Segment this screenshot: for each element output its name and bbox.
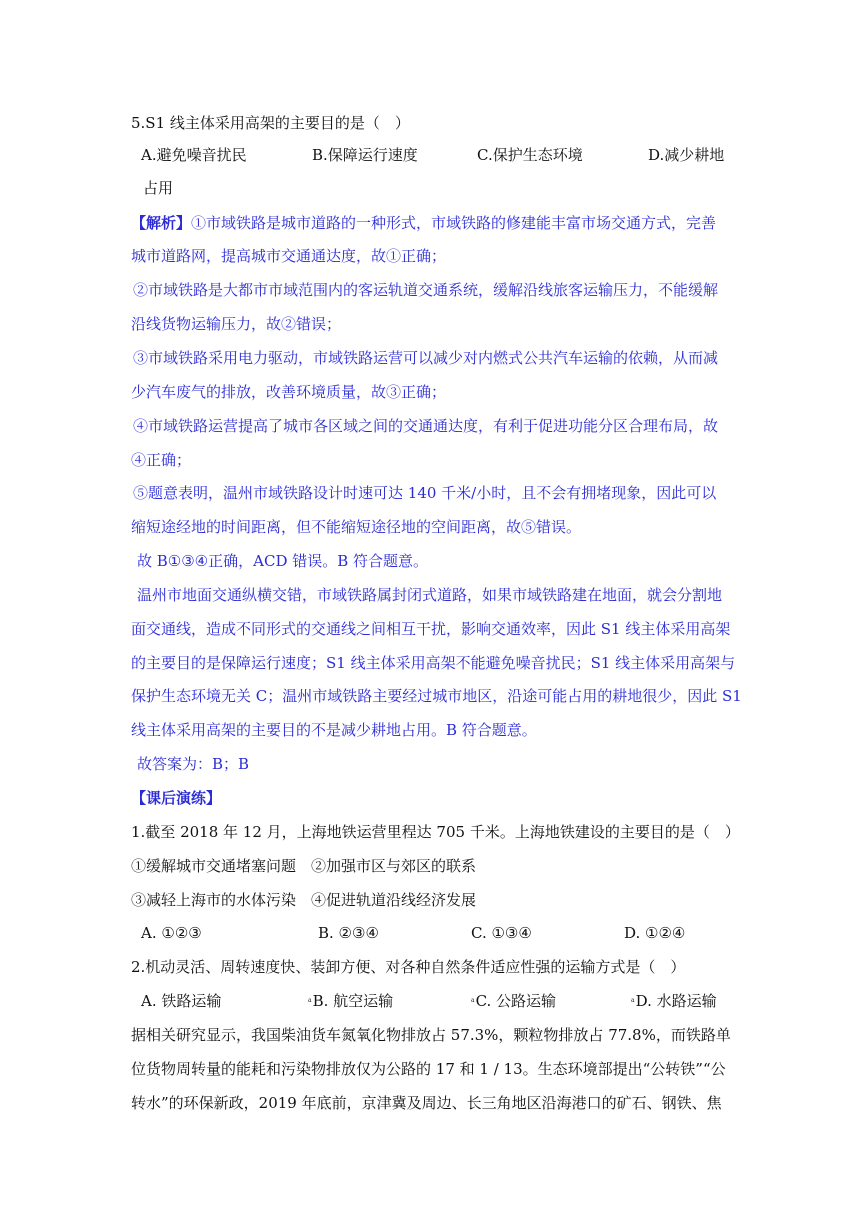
practice-q1-items-row1: ①缓解城市交通堵塞问题 ②加强市区与郊区的联系 (131, 857, 477, 875)
analysis-line-3: ②市域铁路是大都市市域范围内的客运轨道交通系统，缓解沿线旅客运输压力，不能缓解 (133, 281, 719, 299)
analysis-line-7: ④市域铁路运营提高了城市各区域之间的交通通达度，有利于促进功能分区合理布局，故 (133, 417, 719, 435)
analysis-line-12: 温州市地面交通纵横交错，市域铁路属封闭式道路，如果市域铁路建在地面，就会分割地 (137, 586, 723, 604)
analysis-line-8: ④正确； (131, 451, 192, 469)
practice-q1-option-a: A. ①②③ (141, 924, 202, 942)
practice-q1-option-c: C. ①③④ (471, 924, 532, 942)
analysis-line-11: 故 B①③④正确，ACD 错误。B 符合题意。 (137, 552, 429, 570)
small-mark: a (471, 997, 475, 1004)
small-mark: a (308, 997, 312, 1004)
analysis-line-10: 缩短途经地的时间距离，但不能缩短途径地的空间距离，故⑤错误。 (131, 518, 582, 536)
analysis-line-6: 少汽车废气的排放，改善环境质量，故③正确； (131, 383, 447, 401)
practice-q2-option-b: aB. 航空运输 (308, 992, 394, 1010)
q5-option-b: B.保障运行速度 (312, 146, 418, 164)
q5-stem: 5.S1 线主体采用高架的主要目的是（ ） (131, 114, 410, 132)
passage-line-3: 转水”的环保新政，2019 年底前，京津冀及周边、长三角地区沿海港口的矿石、钢铁、焦 (131, 1094, 722, 1112)
q5-option-d: D.减少耕地 (648, 146, 725, 164)
practice-q1-option-d: D. ①②④ (624, 924, 686, 942)
passage-line-1: 据相关研究显示，我国柴油货车氮氧化物排放占 57.3%，颗粒物排放占 77.8%，而铁路单 (131, 1026, 731, 1044)
q5-option-c: C.保护生态环境 (477, 146, 583, 164)
practice-q2-option-c: aC. 公路运输 (471, 992, 557, 1010)
analysis-line-14: 的主要目的是保障运行速度；S1 线主体采用高架不能避免噪音扰民；S1 线主体采用高架与 (131, 654, 736, 672)
small-mark: a (631, 997, 635, 1004)
analysis-line-9: ⑤题意表明，温州市域铁路设计时速可达 140 千米/小时，且不会有拥堵现象，因此可以 (133, 484, 717, 502)
analysis-line-1 (131, 213, 716, 233)
q5-option-a: A.避免噪音扰民 (141, 146, 247, 164)
analysis-text-1: ①市域铁路是城市道路的一种形式，市域铁路的修建能丰富市场交通方式，完善 (191, 214, 717, 232)
analysis-line-15: 保护生态环境无关 C；温州市域铁路主要经过城市地区，沿途可能占用的耕地很少，因此 S1 (131, 687, 742, 705)
practice-q1-items-row2: ③减轻上海市的水体污染 ④促进轨道沿线经济发展 (131, 891, 477, 909)
analysis-line-5: ③市域铁路采用电力驱动，市域铁路运营可以减少对内燃式公共汽车运输的依赖，从而减 (133, 349, 719, 367)
practice-q2-stem: 2.机动灵活、周转速度快、装卸方便、对各种自然条件适应性强的运输方式是（ ） (131, 958, 686, 976)
analysis-line-2: 城市道路网，提高城市交通通达度，故①正确； (131, 247, 447, 265)
practice-q1-option-b: B. ②③④ (318, 924, 379, 942)
analysis-line-16: 线主体采用高架的主要目的不是减少耕地占用。B 符合题意。 (131, 721, 537, 739)
practice-title: 【课后演练】 (131, 789, 222, 807)
q5-option-d-wrap: 占用 (143, 179, 174, 197)
practice-q2-option-d: aD. 水路运输 (631, 992, 717, 1010)
analysis-line-4: 沿线货物运输压力，故②错误； (131, 315, 342, 333)
analysis-label: 【解析】 (131, 214, 192, 232)
analysis-answer: 故答案为：B；B (137, 755, 250, 773)
practice-q1-stem: 1.截至 2018 年 12 月，上海地铁运营里程达 705 千米。上海地铁建设的主要目的是（ ） (131, 823, 740, 841)
passage-line-2: 位货物周转量的能耗和污染物排放仅为公路的 17 和 1 / 13。生态环境部提出“公转铁”“公 (131, 1060, 726, 1078)
analysis-line-13: 面交通线，造成不同形式的交通线之间相互干扰，影响交通效率，因此 S1 线主体采用高架 (131, 620, 731, 638)
practice-q2-option-a: A. 铁路运输 (141, 992, 222, 1010)
